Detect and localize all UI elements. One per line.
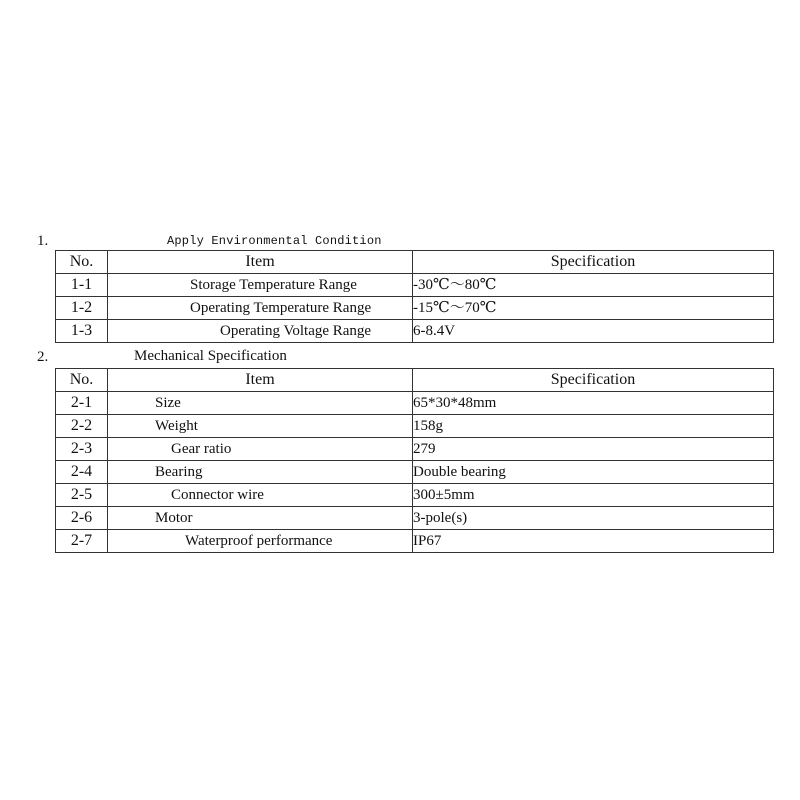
row-no: 1-3 — [56, 320, 108, 343]
row-no: 2-5 — [56, 484, 108, 507]
row-no: 2-3 — [56, 438, 108, 461]
header-no: No. — [56, 251, 108, 274]
row-no: 2-1 — [56, 392, 108, 415]
header-item: Item — [108, 251, 413, 274]
table-row — [56, 507, 774, 530]
row-item: Motor — [108, 507, 413, 530]
section-1-number: 1. — [37, 233, 49, 249]
table-header-row — [56, 251, 774, 274]
row-spec: Double bearing — [413, 461, 774, 484]
row-item: Size — [108, 392, 413, 415]
row-no: 2-2 — [56, 415, 108, 438]
mechanical-specification-table — [55, 368, 774, 553]
row-item: Waterproof performance — [108, 530, 413, 553]
row-spec: -30℃～80℃ — [413, 274, 774, 297]
row-spec: IP67 — [413, 530, 774, 553]
row-item: Gear ratio — [108, 438, 413, 461]
row-item: Operating Temperature Range — [108, 297, 413, 320]
table-row — [56, 392, 774, 415]
table-row — [56, 415, 774, 438]
row-no: 1-2 — [56, 297, 108, 320]
row-no: 1-1 — [56, 274, 108, 297]
row-item: Storage Temperature Range — [108, 274, 413, 297]
row-spec: 279 — [413, 438, 774, 461]
section-1-title: Apply Environmental Condition — [167, 234, 382, 248]
table-row — [56, 461, 774, 484]
row-spec: 158g — [413, 415, 774, 438]
header-specification: Specification — [413, 369, 774, 392]
row-spec: -15℃～70℃ — [413, 297, 774, 320]
row-item: Bearing — [108, 461, 413, 484]
row-item: Operating Voltage Range — [108, 320, 413, 343]
header-no: No. — [56, 369, 108, 392]
row-spec: 65*30*48mm — [413, 392, 774, 415]
row-no: 2-4 — [56, 461, 108, 484]
table-row — [56, 438, 774, 461]
row-no: 2-6 — [56, 507, 108, 530]
table-row — [56, 484, 774, 507]
row-item: Weight — [108, 415, 413, 438]
table-row — [56, 320, 774, 343]
row-spec: 300±5mm — [413, 484, 774, 507]
row-item: Connector wire — [108, 484, 413, 507]
section-2-title: Mechanical Specification — [134, 348, 287, 364]
header-specification: Specification — [413, 251, 774, 274]
section-2-number: 2. — [37, 349, 49, 365]
header-item: Item — [108, 369, 413, 392]
table-row — [56, 274, 774, 297]
row-no: 2-7 — [56, 530, 108, 553]
environmental-condition-table — [55, 250, 774, 343]
row-spec: 3-pole(s) — [413, 507, 774, 530]
table-row — [56, 297, 774, 320]
table-row — [56, 530, 774, 553]
table-header-row — [56, 369, 774, 392]
row-spec: 6-8.4V — [413, 320, 774, 343]
